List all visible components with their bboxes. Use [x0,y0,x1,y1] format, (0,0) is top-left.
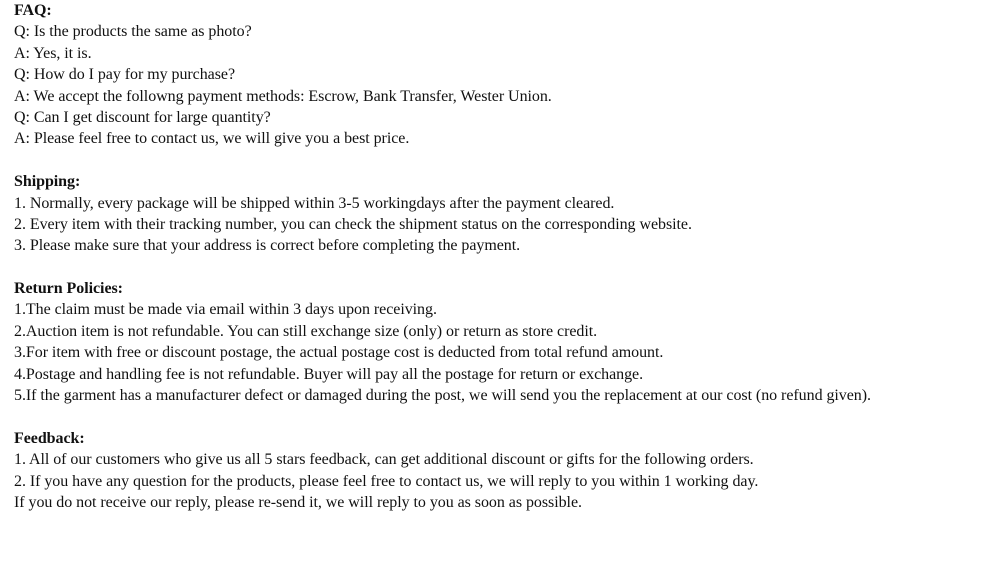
shipping-item: 3. Please make sure that your address is correct before completing the payment. [14,237,521,255]
shipping-item: 1. Normally, every package will be shipped within 3-5 workingdays after the payment cleared. [14,194,615,212]
feedback-item: If you do not receive our reply, please re-send it, we will reply to you as soon as possible. [14,493,582,511]
section-spacer [14,150,1000,171]
faq-answer: A: Please feel free to contact us, we will give you a best price. [14,130,410,148]
return-policies-section [14,278,1000,406]
return-policy-item: 2.Auction item is not refundable. You can still exchange size (only) or return as store credit. [14,322,598,340]
faq-heading: FAQ: [14,2,52,19]
faq-question: Q: Can I get discount for large quantity? [14,108,271,126]
faq-question: Q: How do I pay for my purchase? [14,66,236,84]
shipping-item: 2. Every item with their tracking number, you can check the shipment status on the corresponding website. [14,215,692,233]
feedback-item: 2. If you have any question for the products, please feel free to contact us, we will reply to you within 1 working day. [14,472,759,490]
return-policy-item: 5.If the garment has a manufacturer defect or damaged during the post, we will send you the replacement at our cost (no refund given). [14,387,871,405]
return-policy-item: 4.Postage and handling fee is not refundable. Buyer will pay all the postage for return or exchange. [14,365,644,383]
section-spacer [14,406,1000,427]
faq-question: Q: Is the products the same as photo? [14,23,252,41]
shipping-heading: Shipping: [14,173,81,191]
section-spacer [14,257,1000,278]
feedback-section [14,428,1000,514]
feedback-heading: Feedback: [14,429,85,447]
faq-answer: A: We accept the followng payment methods: Escrow, Bank Transfer, Wester Union. [14,87,552,105]
faq-section [14,0,1000,150]
policy-document [14,0,1000,513]
shipping-section [14,171,1000,257]
return-policy-item: 1.The claim must be made via email within 3 days upon receiving. [14,301,437,319]
feedback-item: 1. All of our customers who give us all 5 stars feedback, can get additional discount or gifts for the following orders. [14,451,754,469]
return-policies-heading: Return Policies: [14,280,123,298]
return-policy-item: 3.For item with free or discount postage, the actual postage cost is deducted from total refund amount. [14,344,664,362]
faq-answer: A: Yes, it is. [14,44,92,62]
